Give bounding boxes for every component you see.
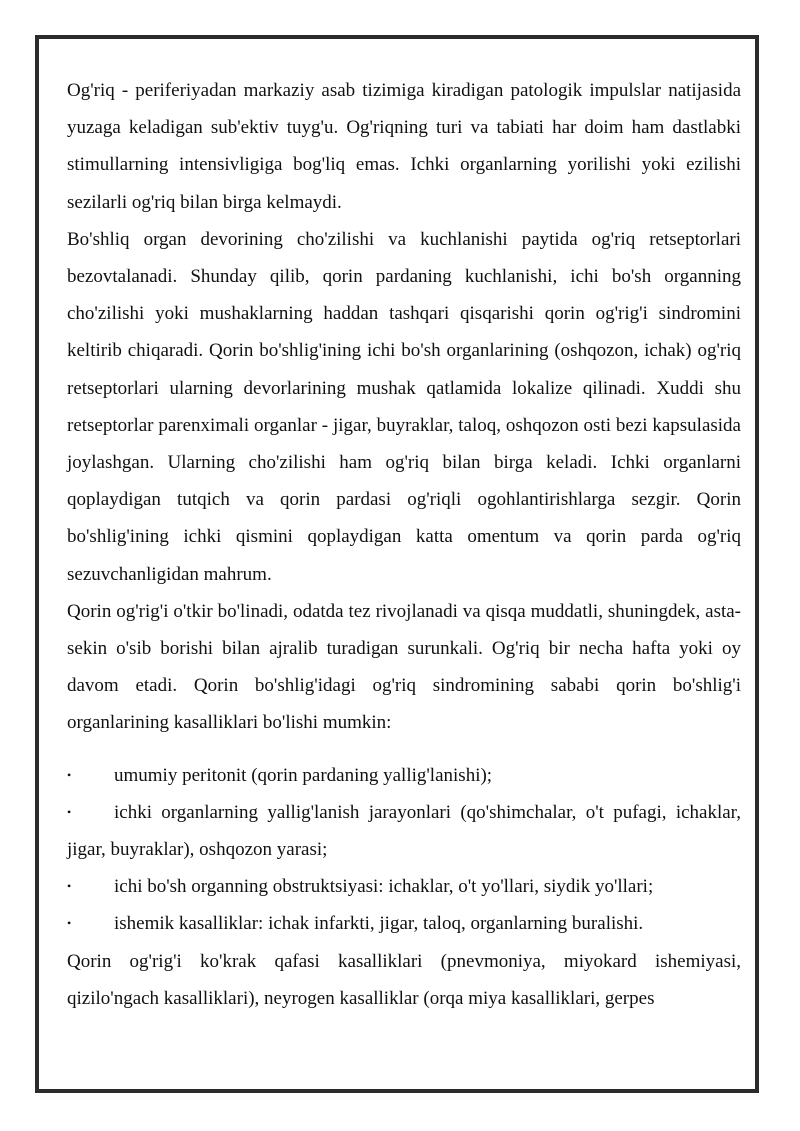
list-item-text: umumiy peritonit (qorin pardaning yallig'lanishi); — [114, 764, 493, 786]
bullet-icon: • — [67, 804, 72, 819]
paragraph-pain-definition: Og'riq - periferiyadan markaziy asab tizimiga kiradigan patologik impulslar natijasida yuzaga keladigan sub'ektiv tuyg'u. Og'riqning turi va tabiati har doim ham dastlabki stimullarning intensivligiga bog'liq emas. Ichki organlarning yorilishi yoki ezilishi sezilarli og'riq bilan birga kelmaydi. — [67, 80, 741, 213]
paragraph-abdominal-pain-causes: Qorin og'rig'i o'tkir bo'linadi, odatda tez rivojlanadi va qisqa muddatli, shuningdek, asta-sekin o'sib borishi bilan ajralib turadigan surunkali. Og'riq bir necha hafta yoki oy davom etadi. Qorin bo'shlig'idagi og'riq sindromining sababi qorin bo'shlig'i organlarining kasalliklari bo'lishi mumkin: — [67, 600, 741, 734]
causes-list — [67, 757, 741, 943]
list-item — [67, 757, 741, 794]
document-body — [67, 72, 741, 1017]
list-item — [67, 794, 741, 868]
list-item-text: ishemik kasalliklar: ichak infarkti, jigar, taloq, organlarning buralishi. — [114, 913, 644, 935]
bullet-icon: • — [67, 916, 72, 931]
list-item — [67, 868, 741, 905]
bullet-icon: • — [67, 879, 72, 894]
paragraph-pain-receptors: Bo'shliq organ devorining cho'zilishi va kuchlanishi paytida og'riq retseptorlari bezovtalanadi. Shunday qilib, qorin pardaning kuchlanishi, ichi bo'sh organning cho'zilishi yoki mushaklarning haddan tashqari qisqarishi qorin og'rig'i sindromini keltirib chiqaradi. Qorin bo'shlig'ining ichi bo'sh organlarining (oshqozon, ichak) og'riq retseptorlari ularning devorlarining mushak qatlamida lokalize qilinadi. Xuddi shu retseptorlar parenximali organlar - jigar, buyraklar, taloq, oshqozon osti bezi kapsulasida joylashgan. Ularning cho'zilishi ham og'riq bilan birga keladi. Ichki organlarni qoplaydigan tutqich va qorin pardasi og'riqli ogohlantirishlarga sezgir. Qorin bo'shlig'ining ichki qismini qoplaydigan katta omentum va qorin parda og'riq sezuvchanligidan mahrum. — [67, 228, 741, 585]
list-item — [67, 905, 741, 942]
paragraph-other-causes: Qorin og'rig'i ko'krak qafasi kasalliklari (pnevmoniya, miyokard ishemiyasi, qizilo'ngach kasalliklari), neyrogen kasalliklar (orqa miya kasalliklari, gerpes — [67, 950, 741, 1009]
list-item-text: ichki organlarning yallig'lanish jarayonlari (qo'shimchalar, o't pufagi, ichaklar, jigar, buyraklar), oshqozon yarasi; — [67, 801, 741, 861]
bullet-icon: • — [67, 767, 72, 782]
list-item-text: ichi bo'sh organning obstruktsiyasi: ichaklar, o't yo'llari, siydik yo'llari; — [114, 876, 654, 898]
